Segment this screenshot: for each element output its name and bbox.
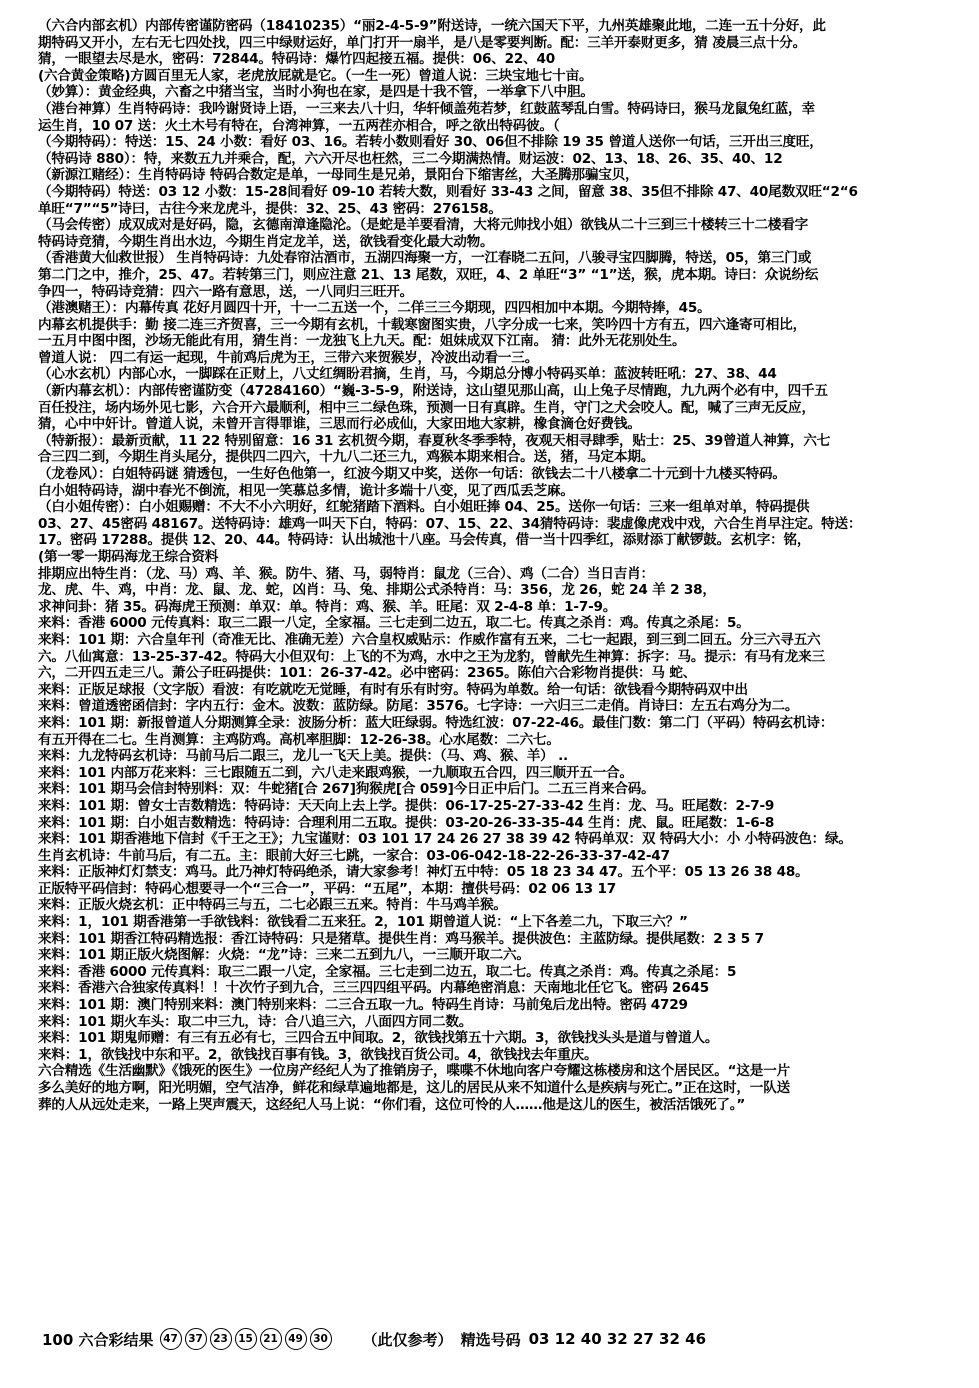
text-line: 来料：101 期鬼师赠：有三有五必有七，三四合五中间取。2，欲钱找第五十六期。3，欲钱找头头是道与曾道人。	[38, 1030, 719, 1047]
text-line: 来料：101 期：曾女士吉数精选：特码诗：天天向上去上学。提供：06-17-25-27-33-42 生肖：龙、马。旺尾数：2-7-9	[38, 797, 775, 814]
text-line: 运生肖，10 07 送：火土木号有特在，台湾神算，一五两茬亦相合，呼之欲出特码彼。（	[38, 117, 560, 134]
text-line: 来料：101 内部万花来料：三七跟随五二到，六八走来跟鸡猴，一九顺取五合四，四三顺开五一合。	[38, 764, 633, 781]
text-line: 来料：香港 6000 元传真料：取三二跟一八定，全家福。三七走到二边五，取二七。传真之杀肖：鸡。传真之杀尾：5。	[38, 615, 750, 632]
text-line: 来料：正版火烧玄机：正中特码三与五，二七必跟三五来。特肖：牛马鸡羊猴。	[38, 897, 507, 914]
text-line: 求神问卦：猪 35。码海虎王预测：单双：单。特肖：鸡、猴、羊。旺尾：双 2-4-8 单：1-7-9。	[38, 598, 617, 615]
result-ball: 49	[285, 1328, 307, 1350]
text-line: 一五月中图中图，沙场无能此有用，猜生肖：一龙独飞上九天。配：姐妹成双下江南。 猜：此外无花别处生。	[38, 333, 686, 350]
text-line: （新内幕玄机）：内部传密谨防变（47284160）“巍-3-5-9，附送诗，这山望见那山高，山上兔子尽情跑，九九两个必有中，四千五	[38, 383, 828, 400]
text-line: 六合精选《生活幽默》《饿死的医生》一位房产经纪人为了推销房子，喋喋不休地向客户夸耀这栋楼房和这个居民区。“这是一片	[38, 1063, 790, 1080]
text-line: (第一零一期码海龙王综合资料	[38, 549, 219, 565]
text-line: 内幕玄机提供手：勤 接二连三齐贺喜，三一今期有玄机，十载寒窗图实贵，八字分成一七来，笑吟四十方有五，四六逢寄可相比，	[38, 316, 806, 333]
text-line: 争四一，特码诗竞猜：四六一路有意思，送，一八同归三旺开。	[38, 283, 414, 300]
text-line: 来料：101 期：白小姐吉数精选：特码诗：合理利用二五取。提供：03-20-26-33-35-44 生肖：虎、鼠。旺尾数：1-6-8	[38, 814, 775, 831]
text-line: 来料：1，欲钱找中东和平。2，欲钱找百事有钱。3，欲钱找百货公司。4，欲钱找去年重庆。	[38, 1046, 598, 1063]
text-line: 六，二开四五走三八。萧公子旺码提供：101：26-37-42。必中密码：2365。陈伯六合彩物肖提供：马 蛇、	[38, 665, 697, 682]
text-line: （妙算）：黄金经典，六畜之中猪当宝，当时小狗也在家，是四是十我不管，一举拿下八中胆。	[38, 84, 594, 101]
text-line: (六合黄金策略)方圆百里无人家，老虎放屁就是它。（一生一死）曾道人说：三块宝地七十亩。	[38, 67, 593, 84]
text-line: 猜，心中中奸计。曾道人说，未曾开言得罪谁，三思而行必成仙，大家田地大家耕，橡食滴仓好费钱。	[38, 416, 641, 433]
result-balls	[160, 1328, 335, 1350]
text-line: 猜，一眼望去尽是水，密码：72844。特码诗：爆竹四起接五福。提供：06、22、40	[38, 51, 556, 68]
text-line: （特码诗 880）：特，来数五九并乘合，配，六六开尽也枉然，三二今期满热情。财运波：02、13、18、26、35、40、12	[38, 150, 783, 167]
text-line: （今期特码）：特送：15、24 小数：看好 03、16。若转小数则看好 30、06但不排除 19 35 曾道人送你一句话，三开出三度旺，	[38, 134, 823, 151]
text-line: 正版特平码信封：特码心想要寻一个“三合一”，平码：“五尾”，本期：擅供号码：02 06 13 17	[38, 880, 616, 897]
text-line: 排期应出特生肖：（龙、马）鸡、羊、猴。防牛、猪、马，弱特肖：鼠龙（三合）、鸡（二合）当日吉肖：	[38, 565, 654, 582]
text-line: 17。密码 17288。提供 12、20、44。特码诗：认出城池十八座。马会传真，借一当十四季红，添财添丁献锣鼓。玄机字：铭，	[38, 532, 811, 549]
text-line: （心水玄机）内部心水，一脚踩在正财上，八丈红绸盼君摘，生肖，马，今期总分博小特码买单：蓝波转旺吼：27、38、44	[38, 366, 777, 383]
text-line: 来料：正版足球报（文字版）看波：有吃就吃无觉睡，有时有乐有时穷。特码为单数。给一句话：欲钱看今期特码双中出	[38, 681, 748, 698]
text-line: 来料：1，101 期香港第一手欲钱料：欲钱看二五来狂。2，101 期曾道人说：“上下各差二九，下取三六？”	[38, 914, 688, 931]
picks-numbers: 03 12 40 32 27 32 46	[528, 1330, 707, 1348]
text-line: （白小姐传密）：白小姐赐赠：不大不小六明好，红鸵猪踏下酒料。白小姐旺捧 04、25。送你一句话：三来一组单对单，特码提供	[38, 499, 810, 516]
text-line: 六。八仙寓意：13-25-37-42。特码大小但双句：上飞的不为鸡，水中之王为龙豹，曾献先生神算：拆字：马。提示：有马有龙来三	[38, 648, 825, 665]
result-ball: 37	[185, 1328, 207, 1350]
text-line: 单旺“7”“5”诗曰，古往今来龙虎斗，提供：32、25、43 密码：276158。	[38, 200, 502, 217]
text-line: 来料：101 期香江特码精选报：香江诗特码：只是猪草。提供生肖：鸡马猴羊。提供波色：主蓝防绿。提供尾数：2 3 5 7	[38, 930, 764, 947]
text-line: （六合内部玄机）内部传密谨防密码（18410235）“丽2-4-5-9”附送诗，一统六国天下平，九州英雄聚此地，二连一五十分好，此	[38, 18, 826, 34]
text-line: 期特码又开小，左右无七四处找，四三中绿财运好，单门打开一扇半，是八是零要判断。配：三羊开泰财更多，猜 凌晨三点十分。	[38, 34, 806, 51]
text-line: 葬的人从远处走来，一路上哭声震天，这经纪人马上说：“你们看，这位可怜的人……他是这儿的医生，被活活饿死了。”	[38, 1096, 746, 1113]
text-line: 03、27、45密码 48167。送特码诗：雄鸡一叫天下白，特码：07、15、22、34猜特码诗：裴虚像虎戏中戏，六合生肖早注定。特送：	[38, 515, 862, 532]
text-line: （港台神算）生肖特码诗：我吟谢贤诗上语，一三来去八十归，华轩倾盖苑若梦，红鼓蓝琴乱白雪。特码诗曰，猴马龙鼠兔红蓝，幸	[38, 100, 815, 117]
text-line: 特码诗竞猜，今期生肖出水边，今期生肖定龙羊，送，欲钱看变化最大动物。	[38, 233, 494, 250]
text-line: 生肖玄机诗：牛前马后，有二五。主：眼前大好三七跳，一家合：03-06-042-18-22-26-33-37-42-47	[38, 847, 670, 864]
text-line: 白小姐特码诗，湖中春光不倒流，相见一笑慕总多情，诡计多端十八变，见了西瓜丢芝麻。	[38, 482, 574, 499]
text-line: 来料：101 期：新报曾道人分期测算全录：波肠分析：蓝大旺绿弱。特选红波：07-22-46。最佳门数：第二门（平码）特码玄机诗：	[38, 714, 834, 731]
result-ball: 15	[235, 1328, 257, 1350]
text-line: 来料：101 期马会信封特别料：双：牛蛇猪[合 267]狗猴虎[合 059]今日正中后门。二五三肖来合码。	[38, 781, 655, 798]
text-line: 来料：101 期：澳门特别来料：澳门特别来料：二三合五取一九。特码生肖诗：马前兔后龙出特。密码 4729	[38, 997, 688, 1014]
text-line: 来料：曾道透密函信封：字内五行：金木。波数：蓝防绿。防尾：3576。七字诗：一六归三二走俏。肖诗曰：左五右鸡分为二。	[38, 698, 799, 715]
result-ball: 23	[210, 1328, 232, 1350]
picks-label: 精选号码	[460, 1330, 521, 1349]
text-line: （港澳赌王）：内幕传真 花好月圆四十开，十一二五送一个，二佯三三今期现，四四相加中本期。今期特捧，45。	[38, 300, 711, 317]
text-line: 来料：香港六合独家传真料！！十次竹子到九合，三三四四组平码。内幕绝密消息：天南地北任它飞。密码 2645	[38, 980, 710, 997]
result-ball: 21	[260, 1328, 282, 1350]
text-line: 来料：101 期香港地下信封《千王之王》；九宝谨财：03 101 17 24 26 27 38 39 42 特码单双：双 特码大小：小 小特码波色：绿。	[38, 831, 852, 848]
text-line: 多么美好的地方啊，阳光明媚，空气洁净，鲜花和绿草遍地都是，这儿的居民从来不知道什么是疾病与死亡。”正在这时，一队送	[38, 1080, 790, 1096]
result-ball: 47	[160, 1328, 182, 1350]
text-line: 来料：101 期火车头：取二中三九，诗：合八追三六，八面四方同二数。	[38, 1013, 473, 1030]
results-label: 100 六合彩结果	[42, 1330, 154, 1349]
result-ball: 30	[310, 1328, 332, 1350]
text-line: 百任投注，场内场外见七影，六合开六最顺利，相中三二绿色珠，预测一日有真辟。生肖，守门之犬会咬人。配，喊了三声无反应，	[38, 399, 815, 416]
text-line: 来料：香港 6000 元传真料：取三二跟一八定，全家福。三七走到二边五，取二七。传真之杀肖：鸡。传真之杀尾：5	[38, 963, 737, 980]
results-footer	[42, 1328, 962, 1350]
text-line: （特新报）：最新贡献，11 22 特别留意：16 31 玄机贺今期，春夏秋冬季季特，夜观天相寻肆季，贴士：25、39曾道人神算，六七	[38, 432, 831, 449]
text-line: （新源江赌经）：生肖特码诗 特码合数定是单，一母同生是兄弟，景阳台下缩害丝，大圣腾那骗宝贝，	[38, 167, 639, 184]
text-line: 曾道人说： 四二有运一起现，牛前鸡后虎为王，三带六来贺猴岁，冷波出动看一三。	[38, 349, 539, 366]
text-line: 来料：101 期：六合皇年刊（奇准无比、准确无差）六合皇权威贴示：作威作富有五来，二七一起跟，到三到二回五。分三六寻五六	[38, 631, 821, 648]
text-line: 来料：九龙特码玄机诗：马前马后二跟三，龙儿一飞天上美。提供：（马、鸡、猴、羊） ..	[38, 748, 569, 765]
text-line: 来料：101 期正版火烧图解：火烧：“龙”诗：三来二五到九八，一三顺开取二六。	[38, 947, 530, 964]
document-body	[38, 18, 963, 1113]
text-line: （香港黄大仙救世报） 生肖特码诗：九处春帘沽酒市，五湖四海聚一方，一江春晓二五问，八骏寻宝四脚腾，特送，05，第三门或	[38, 250, 812, 267]
text-line: 合三四二到，今期生肖头尾分，提供四二四六，十九八二还三九，鸡猴本期来相合。送，猪，马定本期。	[38, 449, 655, 466]
text-line: 第二门之中，推介，25、47。若转第三门，则应注意 21、13 尾数，双旺，4、2 单旺“3” “1”送，猴，虎本期。诗曰：众说纷纭	[38, 266, 819, 283]
text-line: （龙卷风）：白姐特码谜 猜透包，一生好色他第一，红波今期又中奖，送你一句话：欲钱去二十八楼拿二十元到十九楼买特码。	[38, 466, 786, 483]
text-line: 有五开得在二七。生肖测算：主鸡防鸡。高机率胆脚：12-26-38。心水尾数：二六七。	[38, 731, 560, 748]
text-line: （今期特码）特送：03 12 小数：15-28间看好 09-10 若转大数，则看好 33-43 之间，留意 38、35但不排除 47、40尾数双旺“2“6	[38, 183, 858, 200]
text-line: 龙、虎、牛、鸡，中肖：龙、鼠、龙、蛇，凶肖：马、兔、排期公式杀特肖：马：356，龙 26，蛇 24 羊 2 38，	[38, 582, 716, 599]
text-line: （马会传密）成双成对是好码，隐，玄德南漳逢隐沦。（是蛇是羊要看清，大将元帅找小姐）欲钱从二十三到三十楼转三十二楼看字	[38, 217, 809, 234]
reference-note: （此仅参考）	[362, 1330, 453, 1349]
text-line: 来料：正版神灯灯禁支：鸡马。此乃神灯特码绝杀，请大家参考！神灯五中特：05 18 23 34 47。五个平：05 13 26 38 48。	[38, 864, 809, 881]
